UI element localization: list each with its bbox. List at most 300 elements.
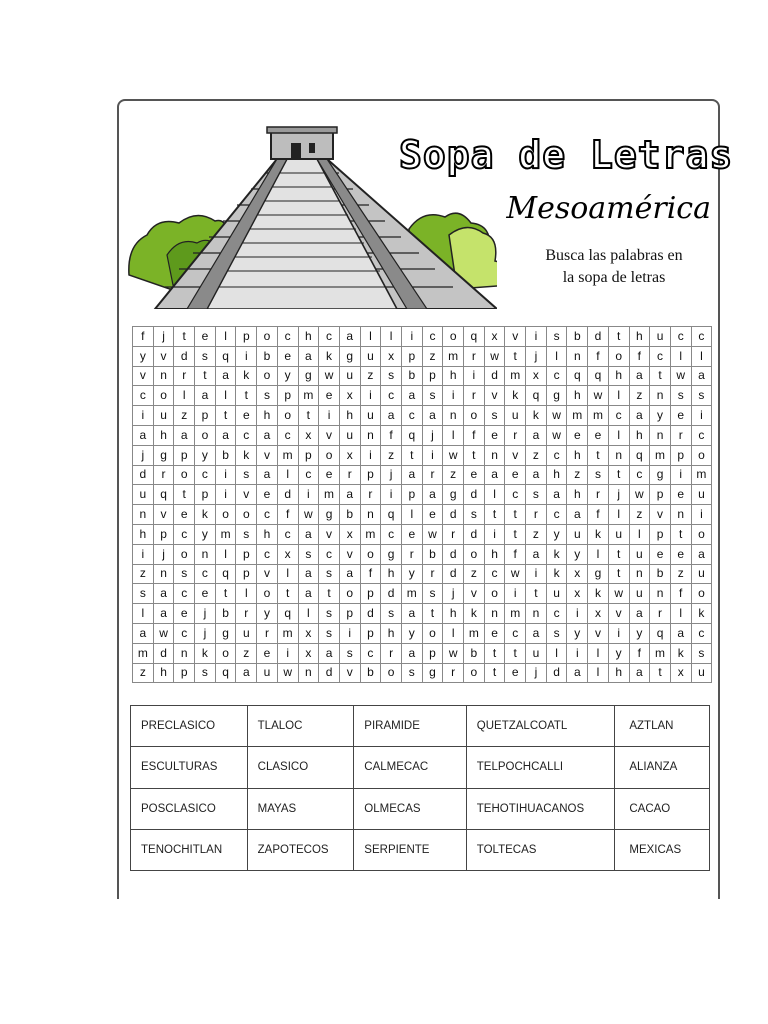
grid-cell[interactable]: v: [505, 445, 526, 465]
grid-cell[interactable]: l: [670, 346, 691, 366]
grid-cell[interactable]: s: [691, 643, 712, 663]
grid-cell[interactable]: h: [608, 366, 629, 386]
grid-cell[interactable]: i: [215, 465, 236, 485]
grid-cell[interactable]: i: [691, 406, 712, 426]
grid-cell[interactable]: p: [650, 485, 671, 505]
grid-cell[interactable]: y: [401, 623, 422, 643]
grid-cell[interactable]: a: [401, 386, 422, 406]
grid-cell[interactable]: o: [153, 386, 174, 406]
grid-cell[interactable]: s: [484, 406, 505, 426]
grid-cell[interactable]: r: [650, 604, 671, 624]
grid-cell[interactable]: i: [526, 564, 547, 584]
grid-cell[interactable]: s: [464, 505, 485, 525]
grid-cell[interactable]: t: [195, 366, 216, 386]
grid-cell[interactable]: l: [608, 386, 629, 406]
grid-cell[interactable]: a: [526, 425, 547, 445]
grid-cell[interactable]: z: [360, 366, 381, 386]
grid-cell[interactable]: o: [608, 346, 629, 366]
grid-cell[interactable]: f: [588, 505, 609, 525]
grid-cell[interactable]: s: [174, 564, 195, 584]
grid-cell[interactable]: p: [174, 445, 195, 465]
grid-cell[interactable]: l: [277, 564, 298, 584]
grid-cell[interactable]: h: [339, 406, 360, 426]
grid-cell[interactable]: v: [319, 524, 340, 544]
grid-cell[interactable]: k: [195, 643, 216, 663]
grid-cell[interactable]: a: [629, 663, 650, 683]
grid-cell[interactable]: t: [484, 643, 505, 663]
grid-cell[interactable]: c: [691, 425, 712, 445]
grid-cell[interactable]: z: [670, 564, 691, 584]
grid-cell[interactable]: l: [215, 544, 236, 564]
grid-cell[interactable]: m: [588, 406, 609, 426]
grid-cell[interactable]: l: [608, 505, 629, 525]
grid-cell[interactable]: p: [298, 445, 319, 465]
grid-cell[interactable]: g: [298, 366, 319, 386]
grid-cell[interactable]: b: [401, 366, 422, 386]
grid-cell[interactable]: n: [484, 445, 505, 465]
grid-cell[interactable]: c: [236, 425, 257, 445]
grid-cell[interactable]: v: [257, 564, 278, 584]
grid-cell[interactable]: r: [464, 346, 485, 366]
grid-cell[interactable]: l: [443, 425, 464, 445]
grid-cell[interactable]: v: [464, 584, 485, 604]
grid-cell[interactable]: a: [153, 584, 174, 604]
grid-cell[interactable]: k: [236, 366, 257, 386]
grid-cell[interactable]: i: [691, 505, 712, 525]
grid-cell[interactable]: q: [629, 445, 650, 465]
grid-cell[interactable]: i: [339, 623, 360, 643]
grid-cell[interactable]: j: [153, 327, 174, 347]
grid-cell[interactable]: l: [174, 386, 195, 406]
grid-cell[interactable]: p: [401, 346, 422, 366]
grid-cell[interactable]: a: [153, 604, 174, 624]
grid-cell[interactable]: l: [629, 524, 650, 544]
grid-cell[interactable]: h: [608, 663, 629, 683]
grid-cell[interactable]: v: [153, 346, 174, 366]
grid-cell[interactable]: y: [608, 643, 629, 663]
grid-cell[interactable]: a: [133, 623, 154, 643]
grid-cell[interactable]: g: [422, 663, 443, 683]
grid-cell[interactable]: m: [360, 524, 381, 544]
grid-cell[interactable]: k: [195, 505, 216, 525]
grid-cell[interactable]: r: [464, 386, 485, 406]
grid-cell[interactable]: c: [277, 327, 298, 347]
grid-cell[interactable]: z: [567, 465, 588, 485]
grid-cell[interactable]: n: [650, 386, 671, 406]
grid-cell[interactable]: u: [567, 524, 588, 544]
grid-cell[interactable]: f: [360, 564, 381, 584]
grid-cell[interactable]: v: [153, 505, 174, 525]
grid-cell[interactable]: j: [526, 346, 547, 366]
grid-cell[interactable]: y: [257, 604, 278, 624]
grid-cell[interactable]: o: [174, 465, 195, 485]
grid-cell[interactable]: a: [422, 485, 443, 505]
grid-cell[interactable]: d: [464, 485, 485, 505]
grid-cell[interactable]: a: [298, 584, 319, 604]
grid-cell[interactable]: w: [443, 445, 464, 465]
grid-cell[interactable]: a: [195, 386, 216, 406]
grid-cell[interactable]: t: [608, 327, 629, 347]
grid-cell[interactable]: u: [691, 485, 712, 505]
grid-cell[interactable]: x: [588, 604, 609, 624]
grid-cell[interactable]: m: [443, 346, 464, 366]
grid-cell[interactable]: o: [464, 663, 485, 683]
grid-cell[interactable]: m: [650, 445, 671, 465]
grid-cell[interactable]: p: [670, 445, 691, 465]
grid-cell[interactable]: o: [422, 623, 443, 643]
grid-cell[interactable]: c: [381, 386, 402, 406]
grid-cell[interactable]: u: [360, 406, 381, 426]
grid-cell[interactable]: u: [360, 346, 381, 366]
grid-cell[interactable]: y: [401, 564, 422, 584]
grid-cell[interactable]: m: [505, 366, 526, 386]
grid-cell[interactable]: e: [650, 544, 671, 564]
grid-cell[interactable]: a: [546, 485, 567, 505]
grid-cell[interactable]: z: [464, 564, 485, 584]
grid-cell[interactable]: n: [153, 366, 174, 386]
grid-cell[interactable]: t: [608, 564, 629, 584]
grid-cell[interactable]: m: [464, 623, 485, 643]
grid-cell[interactable]: d: [174, 346, 195, 366]
grid-cell[interactable]: x: [567, 584, 588, 604]
grid-cell[interactable]: n: [567, 346, 588, 366]
grid-cell[interactable]: c: [422, 327, 443, 347]
grid-cell[interactable]: x: [298, 643, 319, 663]
grid-cell[interactable]: k: [505, 386, 526, 406]
grid-cell[interactable]: n: [133, 505, 154, 525]
grid-cell[interactable]: t: [464, 445, 485, 465]
grid-cell[interactable]: k: [588, 584, 609, 604]
grid-cell[interactable]: t: [484, 505, 505, 525]
grid-cell[interactable]: s: [236, 465, 257, 485]
grid-cell[interactable]: s: [691, 386, 712, 406]
grid-cell[interactable]: c: [546, 604, 567, 624]
grid-cell[interactable]: a: [298, 564, 319, 584]
grid-cell[interactable]: s: [401, 663, 422, 683]
grid-cell[interactable]: a: [401, 465, 422, 485]
grid-cell[interactable]: p: [401, 485, 422, 505]
grid-cell[interactable]: v: [608, 604, 629, 624]
grid-cell[interactable]: u: [339, 366, 360, 386]
grid-cell[interactable]: c: [381, 524, 402, 544]
grid-cell[interactable]: l: [381, 327, 402, 347]
grid-cell[interactable]: k: [236, 445, 257, 465]
grid-cell[interactable]: e: [257, 485, 278, 505]
grid-cell[interactable]: i: [526, 327, 547, 347]
grid-cell[interactable]: m: [277, 445, 298, 465]
grid-cell[interactable]: m: [215, 524, 236, 544]
grid-cell[interactable]: o: [257, 584, 278, 604]
grid-cell[interactable]: q: [464, 327, 485, 347]
grid-cell[interactable]: s: [133, 584, 154, 604]
grid-cell[interactable]: t: [484, 663, 505, 683]
grid-cell[interactable]: m: [650, 643, 671, 663]
grid-cell[interactable]: u: [608, 524, 629, 544]
grid-cell[interactable]: a: [484, 465, 505, 485]
grid-cell[interactable]: p: [650, 524, 671, 544]
grid-cell[interactable]: c: [650, 346, 671, 366]
grid-cell[interactable]: e: [319, 465, 340, 485]
grid-cell[interactable]: c: [505, 485, 526, 505]
grid-cell[interactable]: q: [567, 366, 588, 386]
grid-cell[interactable]: k: [464, 604, 485, 624]
grid-cell[interactable]: n: [443, 406, 464, 426]
grid-cell[interactable]: o: [360, 544, 381, 564]
grid-cell[interactable]: e: [195, 327, 216, 347]
grid-cell[interactable]: h: [629, 327, 650, 347]
grid-cell[interactable]: x: [670, 663, 691, 683]
grid-cell[interactable]: n: [670, 505, 691, 525]
grid-cell[interactable]: p: [339, 604, 360, 624]
grid-cell[interactable]: y: [567, 623, 588, 643]
grid-cell[interactable]: e: [236, 406, 257, 426]
grid-cell[interactable]: c: [298, 465, 319, 485]
grid-cell[interactable]: q: [277, 604, 298, 624]
grid-cell[interactable]: w: [588, 386, 609, 406]
grid-cell[interactable]: e: [484, 623, 505, 643]
grid-cell[interactable]: m: [401, 584, 422, 604]
grid-cell[interactable]: j: [195, 604, 216, 624]
grid-cell[interactable]: r: [670, 425, 691, 445]
grid-cell[interactable]: i: [608, 623, 629, 643]
grid-cell[interactable]: n: [650, 584, 671, 604]
grid-cell[interactable]: j: [422, 425, 443, 445]
grid-cell[interactable]: m: [319, 485, 340, 505]
grid-cell[interactable]: s: [257, 386, 278, 406]
grid-cell[interactable]: s: [526, 485, 547, 505]
grid-cell[interactable]: c: [691, 327, 712, 347]
grid-cell[interactable]: g: [339, 346, 360, 366]
grid-cell[interactable]: q: [526, 386, 547, 406]
grid-cell[interactable]: n: [650, 425, 671, 445]
grid-cell[interactable]: a: [339, 327, 360, 347]
grid-cell[interactable]: g: [443, 485, 464, 505]
grid-cell[interactable]: g: [381, 544, 402, 564]
grid-cell[interactable]: g: [153, 445, 174, 465]
grid-cell[interactable]: h: [443, 604, 464, 624]
grid-cell[interactable]: k: [691, 604, 712, 624]
grid-cell[interactable]: h: [381, 623, 402, 643]
grid-cell[interactable]: r: [588, 485, 609, 505]
grid-cell[interactable]: k: [526, 406, 547, 426]
grid-cell[interactable]: q: [650, 623, 671, 643]
grid-cell[interactable]: h: [298, 327, 319, 347]
grid-cell[interactable]: t: [215, 584, 236, 604]
grid-cell[interactable]: u: [153, 406, 174, 426]
grid-cell[interactable]: p: [360, 584, 381, 604]
grid-cell[interactable]: q: [588, 366, 609, 386]
grid-cell[interactable]: l: [691, 346, 712, 366]
grid-cell[interactable]: f: [464, 425, 485, 445]
grid-cell[interactable]: b: [567, 327, 588, 347]
grid-cell[interactable]: r: [360, 485, 381, 505]
grid-cell[interactable]: e: [670, 406, 691, 426]
grid-cell[interactable]: z: [381, 445, 402, 465]
grid-cell[interactable]: o: [257, 366, 278, 386]
grid-cell[interactable]: r: [339, 465, 360, 485]
grid-cell[interactable]: t: [277, 584, 298, 604]
grid-cell[interactable]: a: [422, 406, 443, 426]
grid-cell[interactable]: u: [339, 425, 360, 445]
grid-cell[interactable]: p: [422, 643, 443, 663]
grid-cell[interactable]: c: [319, 544, 340, 564]
grid-cell[interactable]: x: [567, 564, 588, 584]
grid-cell[interactable]: v: [257, 445, 278, 465]
grid-cell[interactable]: g: [588, 564, 609, 584]
grid-cell[interactable]: t: [401, 445, 422, 465]
grid-cell[interactable]: c: [629, 465, 650, 485]
grid-cell[interactable]: i: [381, 485, 402, 505]
grid-cell[interactable]: n: [298, 663, 319, 683]
grid-cell[interactable]: l: [546, 643, 567, 663]
grid-cell[interactable]: d: [443, 505, 464, 525]
grid-cell[interactable]: o: [464, 544, 485, 564]
grid-cell[interactable]: t: [650, 663, 671, 683]
grid-cell[interactable]: z: [526, 524, 547, 544]
grid-cell[interactable]: f: [133, 327, 154, 347]
grid-cell[interactable]: p: [422, 366, 443, 386]
grid-cell[interactable]: c: [277, 425, 298, 445]
grid-cell[interactable]: x: [339, 386, 360, 406]
grid-cell[interactable]: e: [319, 386, 340, 406]
grid-cell[interactable]: c: [257, 505, 278, 525]
grid-cell[interactable]: e: [277, 346, 298, 366]
grid-cell[interactable]: i: [298, 485, 319, 505]
grid-cell[interactable]: b: [215, 604, 236, 624]
grid-cell[interactable]: q: [401, 425, 422, 445]
grid-cell[interactable]: t: [319, 584, 340, 604]
grid-cell[interactable]: l: [588, 643, 609, 663]
grid-cell[interactable]: w: [443, 643, 464, 663]
grid-cell[interactable]: p: [236, 564, 257, 584]
grid-cell[interactable]: y: [133, 346, 154, 366]
grid-cell[interactable]: a: [567, 663, 588, 683]
grid-cell[interactable]: g: [546, 386, 567, 406]
grid-cell[interactable]: i: [360, 386, 381, 406]
grid-cell[interactable]: a: [174, 425, 195, 445]
grid-cell[interactable]: e: [464, 465, 485, 485]
grid-cell[interactable]: e: [588, 425, 609, 445]
grid-cell[interactable]: a: [298, 346, 319, 366]
grid-cell[interactable]: s: [319, 623, 340, 643]
grid-cell[interactable]: k: [546, 564, 567, 584]
grid-cell[interactable]: l: [484, 485, 505, 505]
grid-cell[interactable]: s: [339, 643, 360, 663]
grid-cell[interactable]: v: [588, 623, 609, 643]
grid-cell[interactable]: l: [236, 584, 257, 604]
grid-cell[interactable]: i: [236, 346, 257, 366]
grid-cell[interactable]: u: [257, 663, 278, 683]
grid-cell[interactable]: p: [174, 663, 195, 683]
grid-cell[interactable]: r: [422, 564, 443, 584]
grid-cell[interactable]: n: [360, 425, 381, 445]
grid-cell[interactable]: j: [608, 485, 629, 505]
grid-cell[interactable]: l: [401, 505, 422, 525]
grid-cell[interactable]: o: [484, 584, 505, 604]
grid-cell[interactable]: o: [464, 406, 485, 426]
grid-cell[interactable]: f: [629, 643, 650, 663]
grid-cell[interactable]: m: [567, 406, 588, 426]
grid-cell[interactable]: n: [153, 564, 174, 584]
grid-cell[interactable]: i: [215, 485, 236, 505]
grid-cell[interactable]: b: [360, 663, 381, 683]
grid-cell[interactable]: v: [650, 505, 671, 525]
grid-cell[interactable]: s: [298, 544, 319, 564]
grid-cell[interactable]: b: [257, 346, 278, 366]
grid-cell[interactable]: s: [546, 623, 567, 643]
grid-cell[interactable]: l: [588, 663, 609, 683]
grid-cell[interactable]: t: [505, 505, 526, 525]
grid-cell[interactable]: r: [526, 505, 547, 525]
grid-cell[interactable]: e: [422, 505, 443, 525]
grid-cell[interactable]: i: [360, 445, 381, 465]
grid-cell[interactable]: a: [670, 623, 691, 643]
grid-cell[interactable]: i: [567, 643, 588, 663]
grid-cell[interactable]: e: [567, 425, 588, 445]
grid-cell[interactable]: s: [319, 604, 340, 624]
grid-cell[interactable]: x: [381, 346, 402, 366]
grid-cell[interactable]: t: [422, 604, 443, 624]
grid-cell[interactable]: w: [484, 346, 505, 366]
grid-cell[interactable]: h: [567, 386, 588, 406]
grid-cell[interactable]: q: [215, 663, 236, 683]
grid-cell[interactable]: o: [339, 584, 360, 604]
grid-cell[interactable]: a: [691, 366, 712, 386]
grid-cell[interactable]: a: [629, 604, 650, 624]
grid-cell[interactable]: z: [629, 505, 650, 525]
grid-cell[interactable]: j: [133, 445, 154, 465]
grid-cell[interactable]: a: [339, 485, 360, 505]
grid-cell[interactable]: i: [133, 544, 154, 564]
grid-cell[interactable]: d: [319, 663, 340, 683]
grid-cell[interactable]: t: [670, 524, 691, 544]
grid-cell[interactable]: x: [298, 425, 319, 445]
grid-cell[interactable]: r: [443, 663, 464, 683]
grid-cell[interactable]: h: [567, 445, 588, 465]
grid-cell[interactable]: h: [153, 425, 174, 445]
grid-cell[interactable]: m: [133, 643, 154, 663]
grid-cell[interactable]: u: [505, 406, 526, 426]
grid-cell[interactable]: u: [629, 584, 650, 604]
grid-cell[interactable]: o: [236, 505, 257, 525]
grid-cell[interactable]: p: [236, 544, 257, 564]
grid-cell[interactable]: n: [195, 544, 216, 564]
grid-cell[interactable]: c: [360, 643, 381, 663]
grid-cell[interactable]: c: [174, 623, 195, 643]
grid-cell[interactable]: d: [443, 564, 464, 584]
grid-cell[interactable]: d: [153, 643, 174, 663]
grid-cell[interactable]: o: [691, 584, 712, 604]
grid-cell[interactable]: b: [215, 445, 236, 465]
grid-cell[interactable]: r: [257, 623, 278, 643]
grid-cell[interactable]: v: [484, 386, 505, 406]
grid-cell[interactable]: e: [670, 544, 691, 564]
grid-cell[interactable]: p: [195, 406, 216, 426]
grid-cell[interactable]: t: [174, 485, 195, 505]
grid-cell[interactable]: c: [174, 524, 195, 544]
grid-cell[interactable]: q: [215, 564, 236, 584]
grid-cell[interactable]: o: [381, 663, 402, 683]
grid-cell[interactable]: o: [215, 643, 236, 663]
grid-cell[interactable]: z: [133, 564, 154, 584]
grid-cell[interactable]: l: [608, 425, 629, 445]
grid-cell[interactable]: y: [650, 406, 671, 426]
grid-cell[interactable]: g: [215, 623, 236, 643]
grid-cell[interactable]: t: [588, 445, 609, 465]
grid-cell[interactable]: l: [133, 604, 154, 624]
grid-cell[interactable]: r: [505, 425, 526, 445]
grid-cell[interactable]: c: [505, 623, 526, 643]
